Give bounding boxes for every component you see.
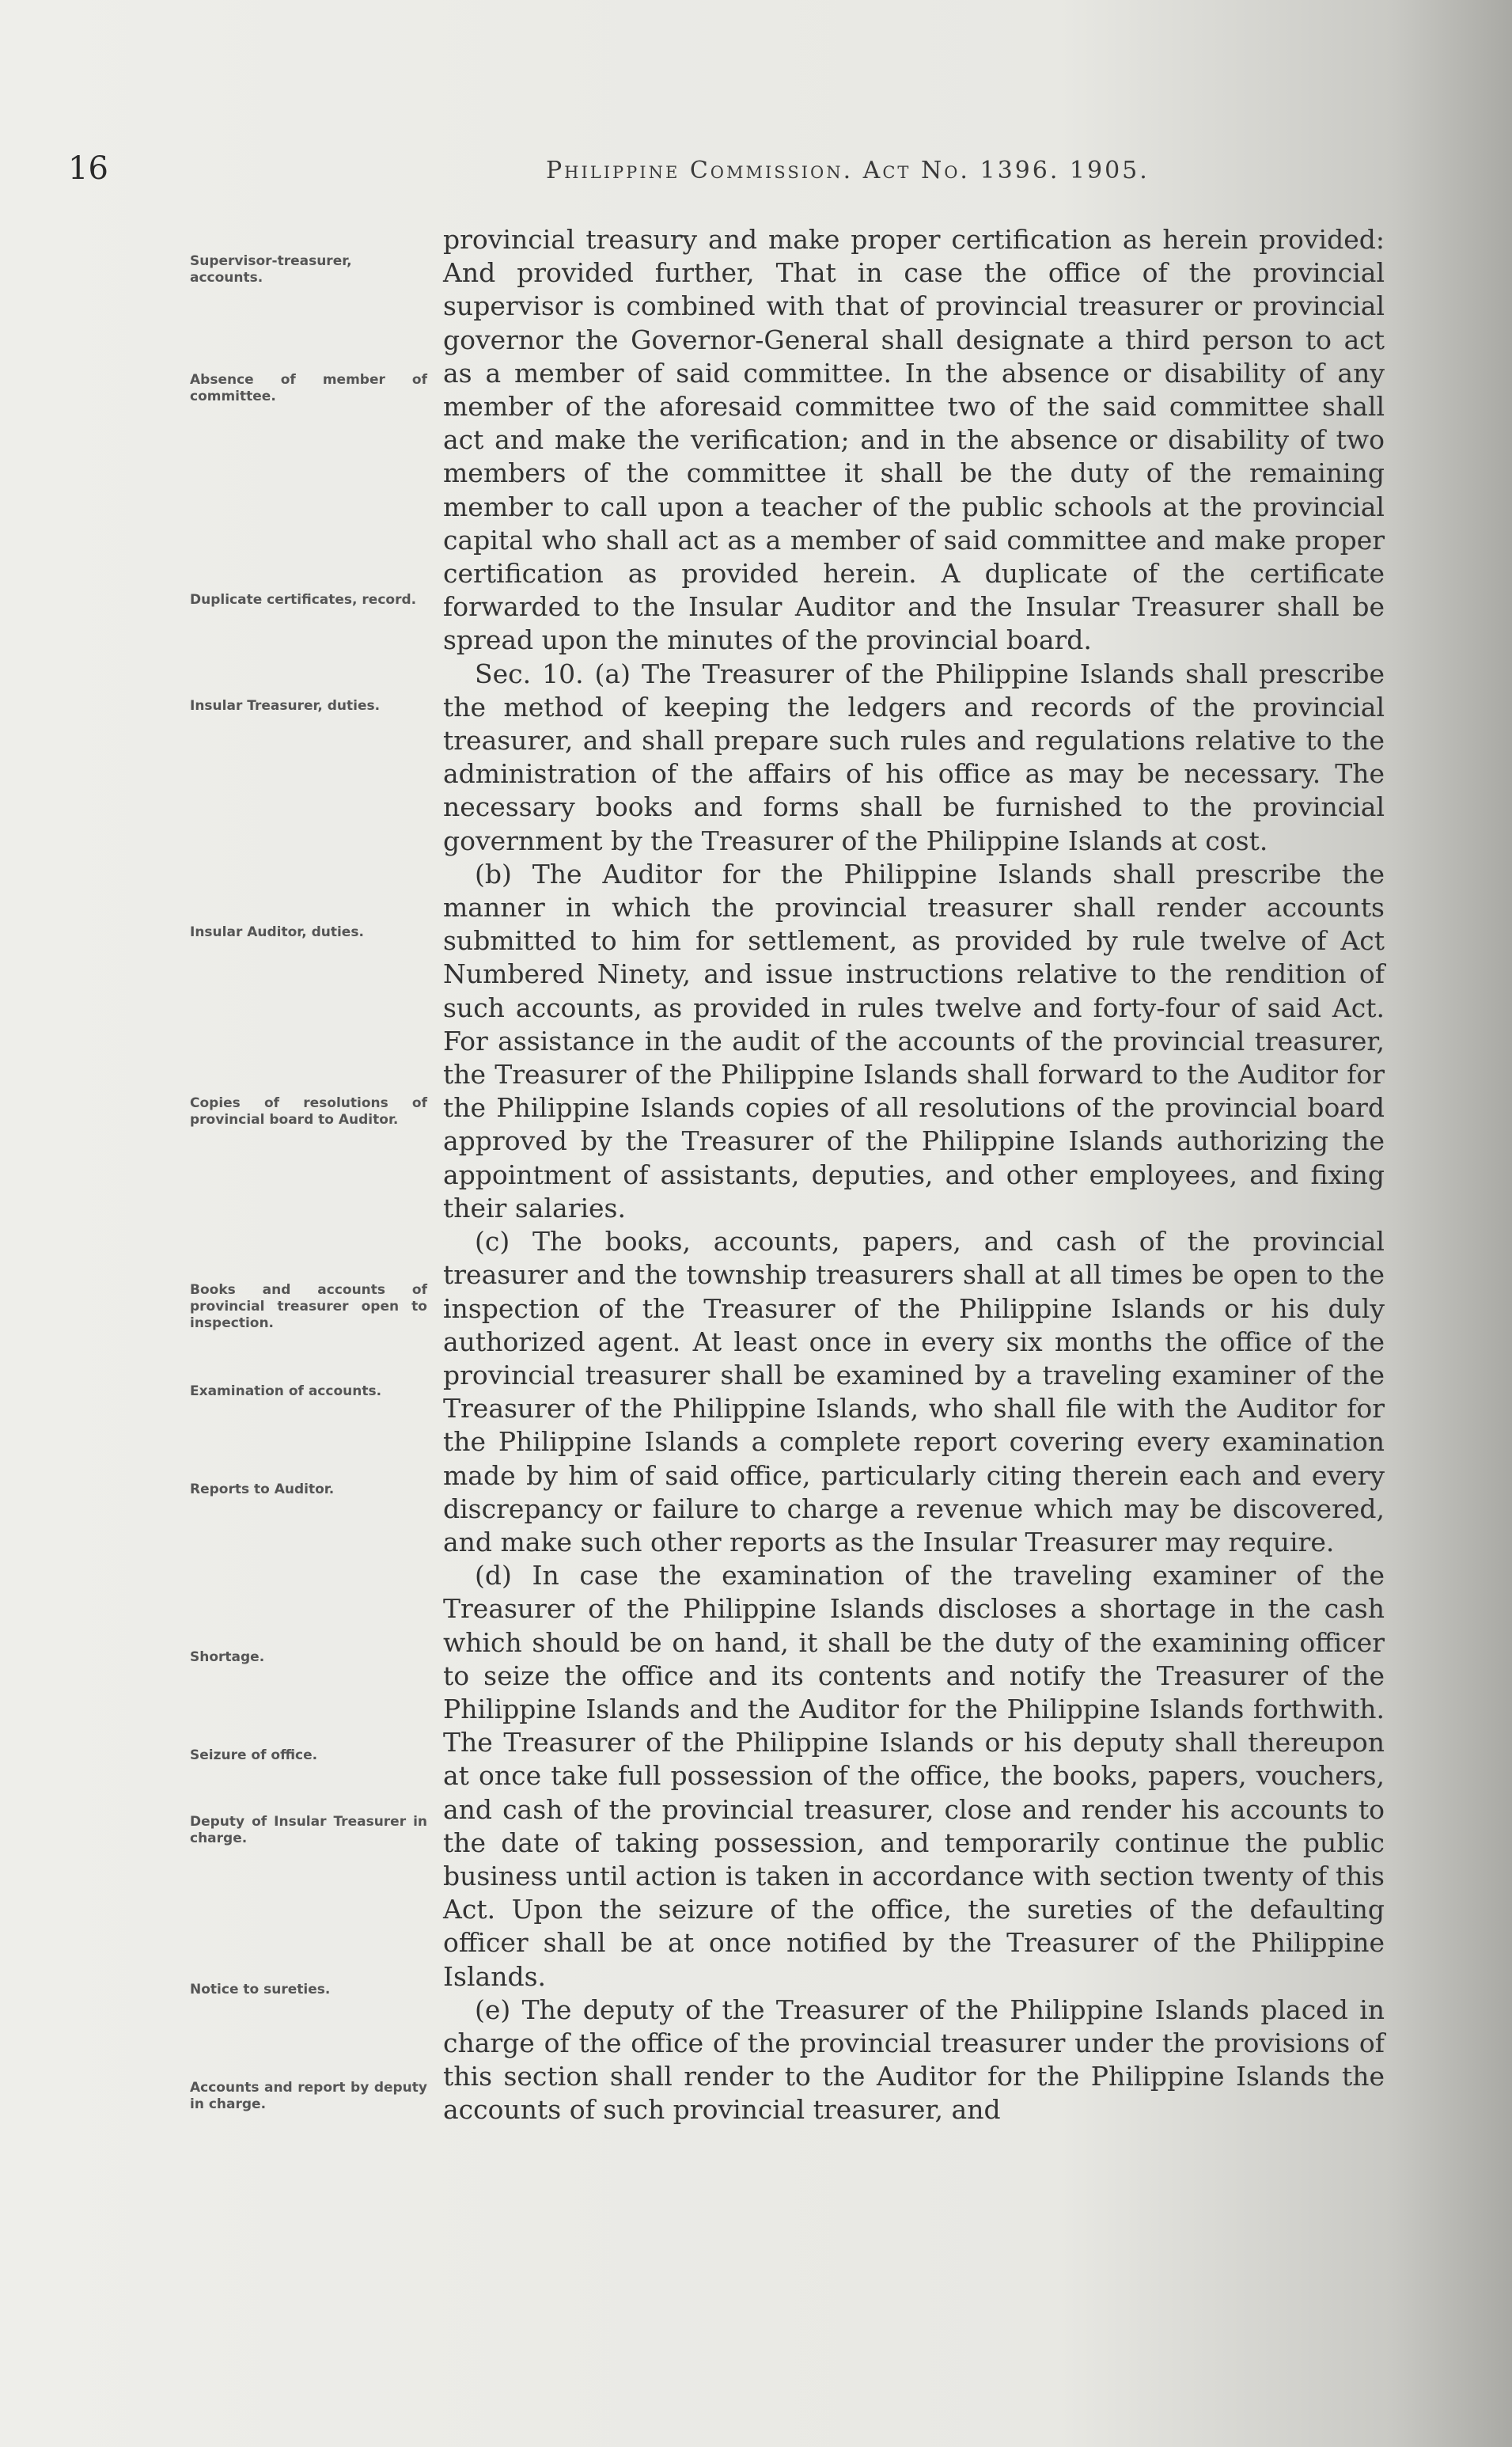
margin-note: Seizure of office. xyxy=(190,1747,318,1763)
margin-note: Insular Auditor, duties. xyxy=(190,924,364,940)
margin-note: Shortage. xyxy=(190,1649,265,1665)
margin-note: Supervisor-treasurer, accounts. xyxy=(190,253,352,286)
paragraph: (c) The books, accounts, papers, and cash of the provincial treasurer and the township treasurers shall at all times be open to the inspection of the Treasurer of the Philippine Islands or his duly authorized agent. At least once in every six months the office of the provincial treasurer shall be examined by a traveling examiner of the Treasurer of the Philippine Islands, who shall file with the Auditor for the Philippine Islands a complete report covering every examination made by him of said office, particularly citing therein each and every discrepancy or failure to charge a revenue which may be discovered, and make such other reports as the Insular Treasurer may require. xyxy=(443,1226,1385,1557)
paragraph: (d) In case the examination of the traveling examiner of the Treasurer of the Philippine Islands discloses a shortage in the cash which should be on hand, it shall be the duty of the examining officer to seize the office and its contents and notify the Treasurer of the Philippine Islands and the Auditor for the Philippine Islands forthwith. The Treasurer of the Philippine Islands or his deputy shall thereupon at once take full possession of the office, the books, papers, vouchers, and cash of the provincial treasurer, close and render his accounts to the date of taking possession, and temporarily continue the public business until action is taken in accordance with section twenty of this Act. Upon the seizure of the office, the sureties of the defaulting officer shall be at once notified by the Treasurer of the Philippine Islands. xyxy=(443,1560,1385,1992)
page-number: 16 xyxy=(68,150,108,187)
margin-note: Accounts and report by deputy in charge. xyxy=(190,2080,427,2112)
margin-note: Duplicate certificates, record. xyxy=(190,592,417,608)
margin-note: Reports to Auditor. xyxy=(190,1481,335,1497)
paragraph: (e) The deputy of the Treasurer of the Philippine Islands placed in charge of the office of the provincial treasurer under the provisions of this section shall render to the Auditor for the Philippine Islands the accounts of such provincial treasurer, and xyxy=(443,1994,1385,2126)
page-header xyxy=(0,150,1512,198)
margin-note: Examination of accounts. xyxy=(190,1383,382,1399)
body-text xyxy=(443,223,1385,2127)
margin-note: Notice to sureties. xyxy=(190,1982,331,1997)
paragraph: Sec. 10. (a) The Treasurer of the Philippine Islands shall prescribe the method of keeping the ledgers and records of the provincial treasurer, and shall prepare such rules and regulations relative to the administration of the affairs of his office as may be necessary. The necessary books and forms shall be furnished to the provincial government by the Treasurer of the Philippine Islands at cost. xyxy=(443,658,1385,856)
margin-note: Books and accounts of provincial treasurer open to inspection. xyxy=(190,1282,427,1331)
paragraph: (b) The Auditor for the Philippine Islands shall prescribe the manner in which the provincial treasurer shall render accounts submitted to him for settlement, as provided by rule twelve of Act Numbered Ninety, and issue instructions relative to the rendition of such accounts, as provided in rules twelve and forty-four of said Act. For assistance in the audit of the accounts of the provincial treasurer, the Treasurer of the Philippine Islands shall forward to the Auditor for the Philippine Islands copies of all resolutions of the provincial board approved by the Treasurer of the Philippine Islands authorizing the appointment of assistants, deputies, and other employees, and fixing their salaries. xyxy=(443,858,1385,1224)
running-head: Philippine Commission. Act No. 1396. 1905. xyxy=(546,157,1150,184)
margin-note: Insular Treasurer, duties. xyxy=(190,698,381,714)
margin-note: Absence of member of committee. xyxy=(190,372,427,404)
paragraph: provincial treasury and make proper certification as herein provided: And provided further, That in case the office of the provincial supervisor is combined with that of provincial treasurer or provincial governor the Governor-General shall designate a third person to act as a member of said committee. In the absence or disability of any member of the aforesaid committee two of the said committee shall act and make the verification; and in the absence or disability of two members of the committee it shall be the duty of the remaining member to call upon a teacher of the public schools at the provincial capital who shall act as a member of said committee and make proper certification as provided herein. A duplicate of the certificate forwarded to the Insular Auditor and the Insular Treasurer shall be spread upon the minutes of the provincial board. xyxy=(443,224,1385,656)
margin-note: Copies of resolutions of provincial board to Auditor. xyxy=(190,1095,427,1128)
margin-note: Deputy of Insular Treasurer in charge. xyxy=(190,1814,427,1846)
